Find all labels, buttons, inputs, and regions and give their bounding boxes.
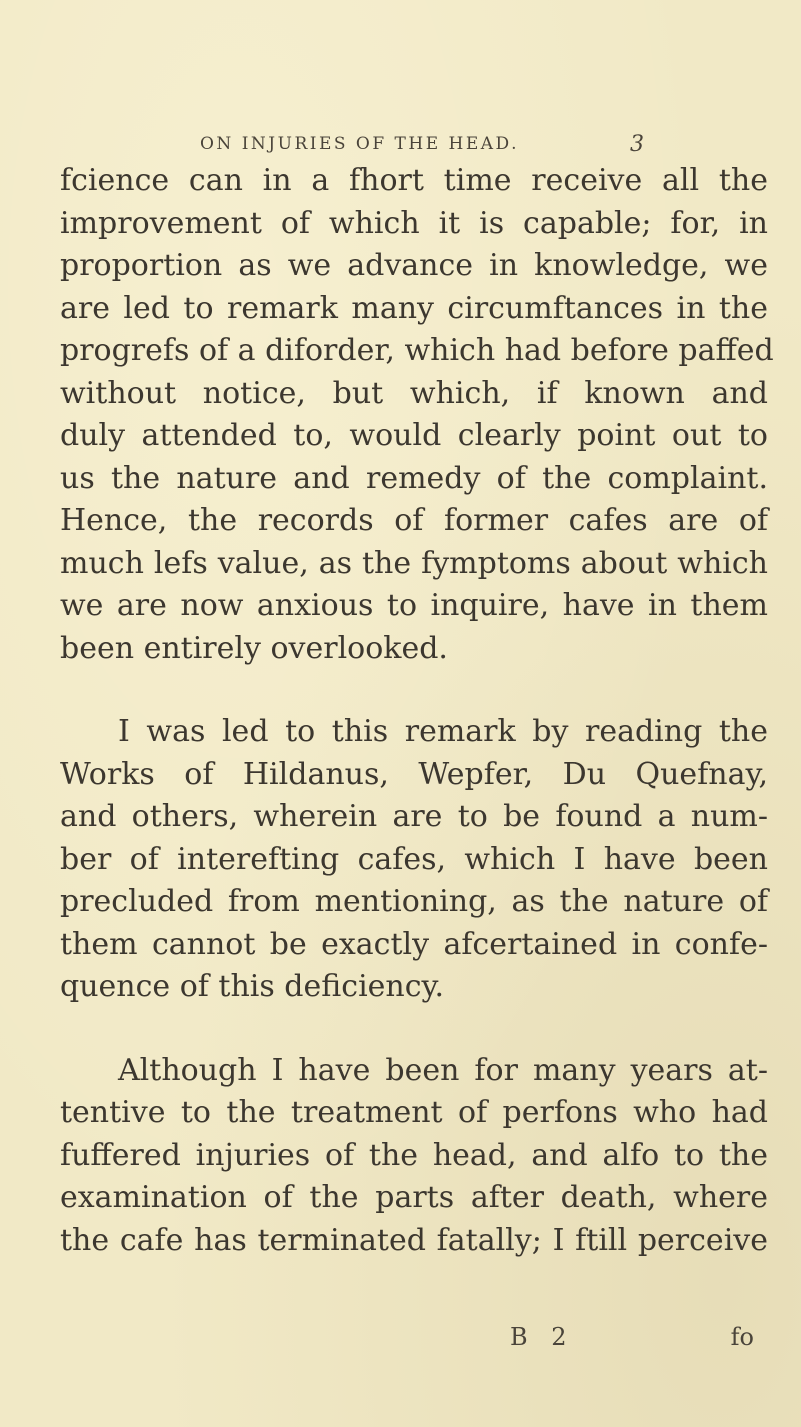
body-text xyxy=(60,160,774,1262)
paragraph-2 xyxy=(60,711,768,1009)
text-line: quence of this deficiency. xyxy=(60,969,445,1004)
text-line: fuffered injuries of the head, and alfo to the xyxy=(60,1137,768,1173)
text-line: ber of interefting cafes, which I have been xyxy=(60,841,768,877)
text-line: I was led to this remark by reading the xyxy=(118,714,768,749)
text-line: them cannot be exactly afcertained in confe- xyxy=(60,926,768,962)
text-line: duly attended to, would clearly point out to xyxy=(60,418,768,453)
text-line: and others, wherein are to be found a num- xyxy=(60,799,768,834)
text-line: us the nature and remedy of the complaint. xyxy=(60,460,768,496)
text-line: we are now anxious to inquire, have in them xyxy=(60,588,768,623)
text-line: Hence, the records of former cafes are of xyxy=(60,503,768,538)
text-line: are led to remark many circumftances in the xyxy=(60,290,768,326)
paragraph-gap xyxy=(60,670,768,711)
page-footer xyxy=(60,1323,768,1353)
text-line: proportion as we advance in knowledge, we xyxy=(60,248,768,283)
paragraph-3 xyxy=(60,1050,768,1263)
text-line: Although I have been for many years at- xyxy=(118,1052,768,1088)
text-line: tentive to the treatment of perfons who had xyxy=(60,1095,768,1130)
text-line: the cafe has terminated fatally; I ftill perceive xyxy=(60,1222,768,1258)
paragraph-1 xyxy=(60,160,774,670)
text-line: improvement of which it is capable; for, in xyxy=(60,205,768,241)
text-line: Works of Hildanus, Wepfer, Du Quefnay, xyxy=(60,756,768,792)
running-head: ON INJURIES OF THE HEAD. xyxy=(200,134,519,154)
signature-mark: B 2 xyxy=(510,1323,575,1351)
text-line: precluded from mentioning, as the nature of xyxy=(60,884,768,919)
text-line: without notice, but which, if known and xyxy=(60,375,768,411)
text-line: been entirely overlooked. xyxy=(60,630,448,666)
paragraph-gap xyxy=(60,1009,768,1050)
text-line: fcience can in a fhort time receive all the xyxy=(60,163,768,198)
text-line: progrefs of a diforder, which had before paffed xyxy=(60,333,774,368)
page-number: 3 xyxy=(630,132,644,157)
text-line: examination of the parts after death, where xyxy=(60,1180,768,1215)
text-line: much lefs value, as the fymptoms about which xyxy=(60,545,768,581)
catchword: fo xyxy=(730,1323,754,1351)
